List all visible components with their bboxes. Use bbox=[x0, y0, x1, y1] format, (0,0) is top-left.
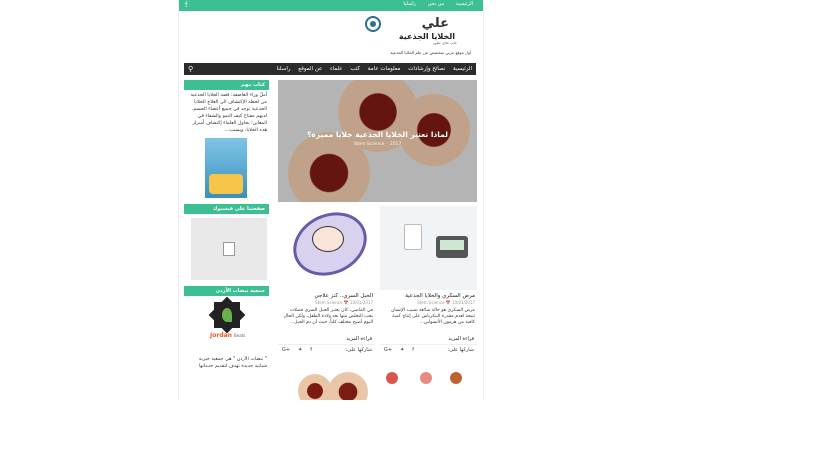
book-widget-title: كتاب مهم bbox=[184, 80, 269, 90]
google-plus-icon[interactable]: G+ bbox=[384, 347, 393, 353]
sidebar bbox=[184, 80, 269, 376]
facebook-icon[interactable]: f bbox=[412, 347, 415, 353]
post-meta: Stem Science 📅 10/01/2017 bbox=[417, 300, 475, 305]
share-label: شاركها على: bbox=[447, 347, 474, 353]
top-link-contact[interactable]: راسلنا bbox=[403, 1, 417, 7]
nav-item-home[interactable]: الرئيسية bbox=[453, 66, 472, 72]
nav-item-general[interactable]: معلومات عامة bbox=[367, 66, 401, 72]
nav-item-about[interactable]: عن الموقع bbox=[298, 66, 323, 72]
post-card bbox=[278, 370, 375, 400]
featured-post[interactable] bbox=[278, 80, 477, 202]
share-label: شاركها على: bbox=[345, 347, 372, 353]
top-bar bbox=[179, 0, 483, 11]
post-title[interactable]: مرض السكري والخلايا الجذعية bbox=[405, 293, 475, 299]
logo-word: علي bbox=[421, 16, 449, 31]
featured-post-title[interactable]: لماذا تعتبر الخلايا الجذعية خلايا مميزة؟ bbox=[307, 130, 448, 139]
featured-post-meta: Stem Science ◦ 2017 bbox=[353, 142, 402, 147]
post-excerpt: مرض السكري هو حالة شائعة تصيب الإنسان نتيجة لعدم مقدرة البنكرياس على إنتاج كمية كافية من هرمون الأنسولين... bbox=[390, 308, 475, 325]
top-link-about[interactable]: من نحن bbox=[427, 1, 445, 7]
nav-item-contact[interactable]: راسلنا bbox=[276, 66, 291, 72]
post-excerpt: في الماضي، كان يعتبر الحبل السري فضلات يجب التخلص منها بعد ولادة الطفل، ولكن الحال اليوم أصبح مختلف كلياً، حيث أن دم الحبل... bbox=[283, 308, 373, 325]
jordan-widget-title: جمعية نبضات الأردن bbox=[184, 286, 269, 296]
post-card bbox=[278, 206, 375, 355]
post-title[interactable]: الحبل السري.. كنز علاجي bbox=[314, 293, 373, 299]
post-card bbox=[380, 206, 477, 355]
nav-item-books[interactable]: كتب bbox=[350, 66, 361, 72]
jordan-logo-sub: Beats bbox=[234, 333, 246, 338]
share-bar bbox=[380, 344, 477, 355]
post-thumbnail[interactable] bbox=[380, 206, 477, 290]
post-thumbnail[interactable] bbox=[380, 370, 477, 400]
share-bar bbox=[278, 344, 375, 355]
post-thumbnail[interactable] bbox=[278, 206, 375, 290]
post-card bbox=[380, 370, 477, 400]
main-nav bbox=[184, 63, 476, 75]
twitter-icon[interactable]: ✦ bbox=[298, 347, 303, 353]
eye-logo-icon bbox=[365, 16, 381, 32]
site-logo[interactable] bbox=[357, 14, 477, 58]
jordan-logo-word: Jordan bbox=[210, 332, 232, 339]
facebook-widget-title: صفحتنا على فيسبوك bbox=[184, 204, 269, 214]
web-page bbox=[178, 0, 484, 400]
post-thumbnail[interactable] bbox=[278, 370, 375, 400]
twitter-icon[interactable]: ✦ bbox=[400, 347, 405, 353]
logo-sub: علم، علاج، تطور bbox=[433, 41, 457, 45]
read-more-link[interactable]: قراءة المزيد bbox=[346, 336, 372, 342]
read-more-link[interactable]: قراءة المزيد bbox=[448, 336, 474, 342]
google-plus-icon[interactable]: G+ bbox=[282, 347, 291, 353]
top-link-home[interactable]: الرئيسية bbox=[455, 1, 473, 7]
facebook-icon[interactable]: f bbox=[185, 1, 188, 9]
nav-item-scientists[interactable]: علماء bbox=[330, 66, 343, 72]
book-description: أملٌ وراء العاصفة: قصة الخلايا الجذعية من لحظة الإكتشاف الى العلاج الخلايا الجذعية توجد في جميع أعضاء الجسم. لديهم مفتاح كيف النمو والشفاء في المعاين؛ يحاول العلماء إكتشاف أسرار هذه الخلايا. وبسبب... bbox=[190, 93, 267, 133]
search-icon[interactable]: ⚲ bbox=[188, 65, 194, 73]
post-meta: Stem Science 📅 10/01/2017 bbox=[315, 300, 373, 305]
facebook-embed[interactable] bbox=[191, 218, 267, 280]
facebook-icon[interactable]: f bbox=[310, 347, 313, 353]
jordan-beats-logo[interactable] bbox=[184, 296, 269, 356]
document-icon bbox=[223, 242, 235, 256]
jordan-description: " نبضات الأردن " هي جمعية خيرية شبابية جديدة تهدف لتقديم خدماتها bbox=[198, 357, 267, 369]
book-cover-image[interactable] bbox=[205, 138, 247, 198]
top-links bbox=[393, 1, 473, 7]
nav-item-tips[interactable]: نصائح وإرشادات bbox=[408, 66, 446, 72]
logo-name: الخلايا الجذعية bbox=[398, 32, 455, 41]
site-tagline: أول موقع عربي متخصص عن علم الخلايا الجذعية bbox=[390, 50, 471, 55]
